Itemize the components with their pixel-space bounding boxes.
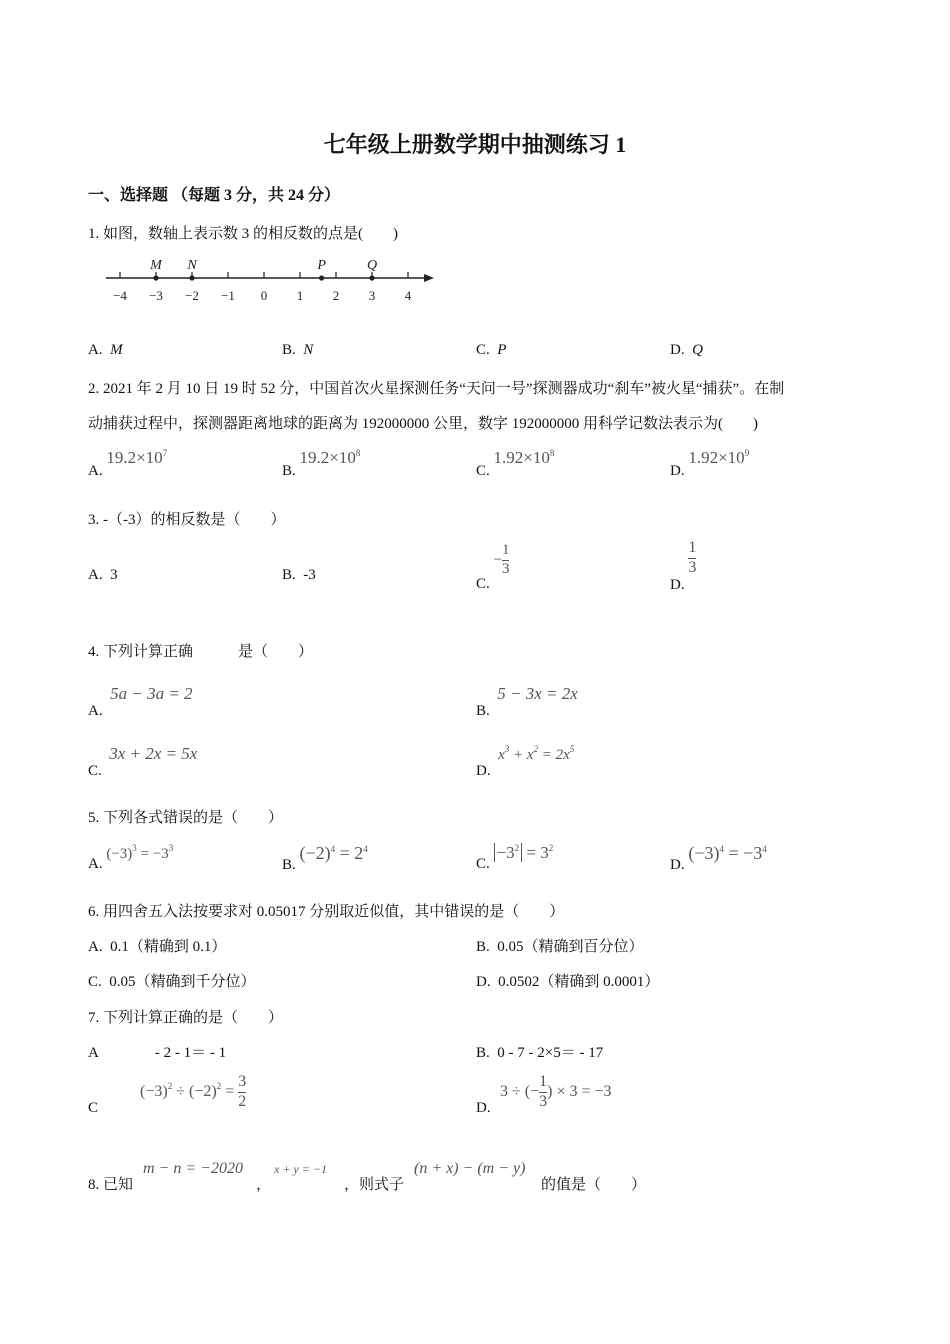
q3-option-c[interactable]: [476, 542, 510, 592]
tick-label: −3: [149, 288, 163, 303]
option-label: D.: [670, 576, 685, 593]
q2-option-d[interactable]: [670, 448, 750, 479]
q3-stem: 3. -（-3）的相反数是（ ）: [88, 512, 286, 528]
option-value: 0.1（精确到 0.1）: [110, 939, 227, 955]
tick-label: 2: [332, 288, 340, 303]
option-formula: $-3^2 = 3^2$: [494, 843, 554, 862]
q5-option-a[interactable]: [88, 843, 174, 872]
q2-option-b[interactable]: [282, 448, 361, 479]
point-label-p: P: [317, 258, 326, 273]
option-value: Q: [692, 342, 703, 358]
section-heading: 一、选择题 （每题 3 分，共 24 分）: [88, 187, 341, 204]
number-line-ticks: [120, 272, 408, 278]
option-label: A: [88, 1045, 99, 1061]
option-value: 0.05（精确到千分位）: [109, 974, 256, 990]
option-value: -3: [303, 567, 316, 583]
q7-option-c[interactable]: [140, 1074, 246, 1111]
q2-stem-line2: 动捕获过程中，探测器距离地球的距离为 192000000 公里，数字 192000000 用科学记数法表示为( ): [88, 416, 758, 432]
tick-label: 3: [368, 288, 376, 303]
option-formula: $\frac{1}{3}$: [688, 539, 697, 576]
q8-suffix: 的值是（ ）: [541, 1177, 647, 1193]
q5-stem: 5. 下列各式错误的是（ ）: [88, 810, 284, 826]
q5-option-d[interactable]: [670, 843, 767, 873]
q2-option-a[interactable]: [88, 448, 168, 479]
option-formula: 5 − 3x = 2x: [497, 684, 578, 703]
option-label: A.: [88, 856, 103, 872]
option-label: C.: [476, 856, 490, 872]
q8-prefix: 8. 已知: [88, 1177, 134, 1193]
q6-option-d[interactable]: [476, 970, 659, 991]
q7-option-c-label: C: [88, 1100, 99, 1116]
option-label: A.: [88, 463, 103, 479]
option-label: B.: [282, 567, 296, 583]
number-line-figure: [98, 250, 443, 310]
q7-option-b[interactable]: [476, 1041, 603, 1062]
option-label: B.: [282, 463, 296, 479]
option-formula: $(-3)^2 \div (-2)^2$ = $\frac{3}{2}$: [140, 1073, 247, 1110]
tick-label: −2: [185, 288, 199, 303]
point-p: [319, 275, 324, 280]
option-label: B.: [476, 939, 490, 955]
q1-option-b[interactable]: [282, 342, 313, 359]
q5-option-c[interactable]: [476, 843, 554, 872]
q8-expr1: m − n = −2020: [143, 1160, 243, 1177]
option-value: 3: [110, 567, 118, 583]
q7-option-d-label: D.: [476, 1100, 491, 1116]
option-formula: $1.92\times 10^8$: [493, 448, 555, 467]
q8-comma: ，: [256, 1177, 272, 1193]
q1-stem: 1. 如图，数轴上表示数 3 的相反数的点是( ): [88, 226, 398, 242]
q2-option-c[interactable]: [476, 448, 555, 479]
point-label-q: Q: [366, 258, 378, 273]
option-label: B.: [476, 1045, 490, 1061]
point-label-m: M: [150, 258, 162, 273]
option-label: A.: [88, 342, 103, 358]
q3-option-a[interactable]: [88, 567, 118, 584]
option-label: B.: [282, 342, 296, 358]
option-label: A.: [88, 703, 103, 719]
q8-mid: ，则式子: [344, 1177, 405, 1193]
option-label: D.: [670, 857, 685, 873]
option-label: A.: [88, 939, 103, 955]
q6-option-c[interactable]: [88, 970, 256, 991]
option-label: B.: [282, 857, 296, 873]
option-formula: $1.92\times 10^9$: [688, 448, 750, 467]
option-formula: 3x + 2x = 5x: [109, 744, 198, 763]
point-label-n: N: [187, 258, 197, 273]
q4-option-c[interactable]: [88, 744, 198, 779]
option-formula: $(-3)^3 = -3^3$: [106, 843, 174, 862]
q4-option-b[interactable]: [476, 684, 578, 719]
point-m: [153, 275, 158, 280]
q3-option-b[interactable]: [282, 567, 316, 584]
option-label: D.: [670, 463, 685, 479]
number-line-tick-labels: [113, 288, 412, 303]
q2-stem-line1: 2. 2021 年 2 月 10 日 19 时 52 分，中国首次火星探测任务“天问一号”探测器成功“刹车”被火星“捕获”。在制: [88, 381, 785, 397]
option-value: - 2 - 1＝ - 1: [154, 1045, 227, 1061]
option-formula: 3 ÷ (− $\frac{1}{3}$ ) × 3 = −3: [500, 1073, 612, 1110]
option-value: N: [303, 342, 314, 358]
number-line-arrow: [424, 274, 434, 282]
q4-stem: 4. 下列计算正确 是（ ）: [88, 644, 314, 660]
q6-option-a[interactable]: [88, 935, 226, 956]
option-formula: − $\frac{1}{3}$: [493, 542, 510, 577]
q1-option-c[interactable]: [476, 342, 506, 359]
option-label: B.: [476, 703, 490, 719]
option-formula: $(-2)^4 = 2^4$: [299, 843, 368, 863]
q7-option-a[interactable]: [88, 1041, 226, 1062]
option-formula: 5a − 3a = 2: [110, 684, 193, 703]
option-formula: $19.2\times 10^8$: [299, 448, 361, 467]
q4-option-d[interactable]: [476, 744, 575, 779]
option-label: D.: [476, 974, 491, 990]
point-q: [369, 275, 374, 280]
option-value: 0.0502（精确到 0.0001）: [498, 974, 660, 990]
q6-stem: 6. 用四舍五入法按要求对 0.05017 分别取近似值，其中错误的是（ ）: [88, 904, 565, 920]
q7-stem: 7. 下列计算正确的是（ ）: [88, 1010, 284, 1026]
option-formula: $x^3 + x^2 = 2x^5$: [498, 744, 575, 763]
q8-expr3: (n + x) − (m − y): [414, 1160, 526, 1177]
option-formula: $(-3)^4 = -3^4$: [688, 843, 767, 863]
q4-option-a[interactable]: [88, 684, 193, 719]
option-label: C.: [88, 763, 102, 779]
q6-option-b[interactable]: [476, 935, 644, 956]
page-title: 七年级上册数学期中抽测练习 1: [323, 132, 627, 157]
tick-label: 1: [296, 288, 304, 303]
option-value: 0.05（精确到百分位）: [497, 939, 644, 955]
option-label: D.: [670, 342, 685, 358]
option-value: P: [497, 342, 507, 358]
q8-expr2: x + y = −1: [274, 1162, 327, 1176]
q5-option-b[interactable]: [282, 843, 368, 873]
q1-option-a[interactable]: [88, 342, 123, 359]
option-value: 0 - 7 - 2×5＝ - 17: [497, 1045, 604, 1061]
number-line-points: [149, 258, 377, 281]
option-label: C.: [88, 974, 102, 990]
tick-label: 4: [404, 288, 412, 303]
option-label: C.: [476, 575, 490, 592]
tick-label: −4: [113, 288, 127, 303]
q7-option-d[interactable]: [500, 1074, 612, 1111]
option-label: A.: [88, 567, 103, 583]
tick-label: 0: [260, 288, 268, 303]
option-label: C.: [476, 342, 490, 358]
option-value: M: [110, 342, 123, 358]
q1-option-d[interactable]: [670, 342, 703, 359]
point-n: [189, 275, 194, 280]
option-label: C.: [476, 463, 490, 479]
option-formula: $19.2\times 10^7$: [106, 448, 168, 467]
option-label: D.: [476, 763, 491, 779]
q3-option-d[interactable]: [670, 539, 697, 593]
tick-label: −1: [221, 288, 235, 303]
